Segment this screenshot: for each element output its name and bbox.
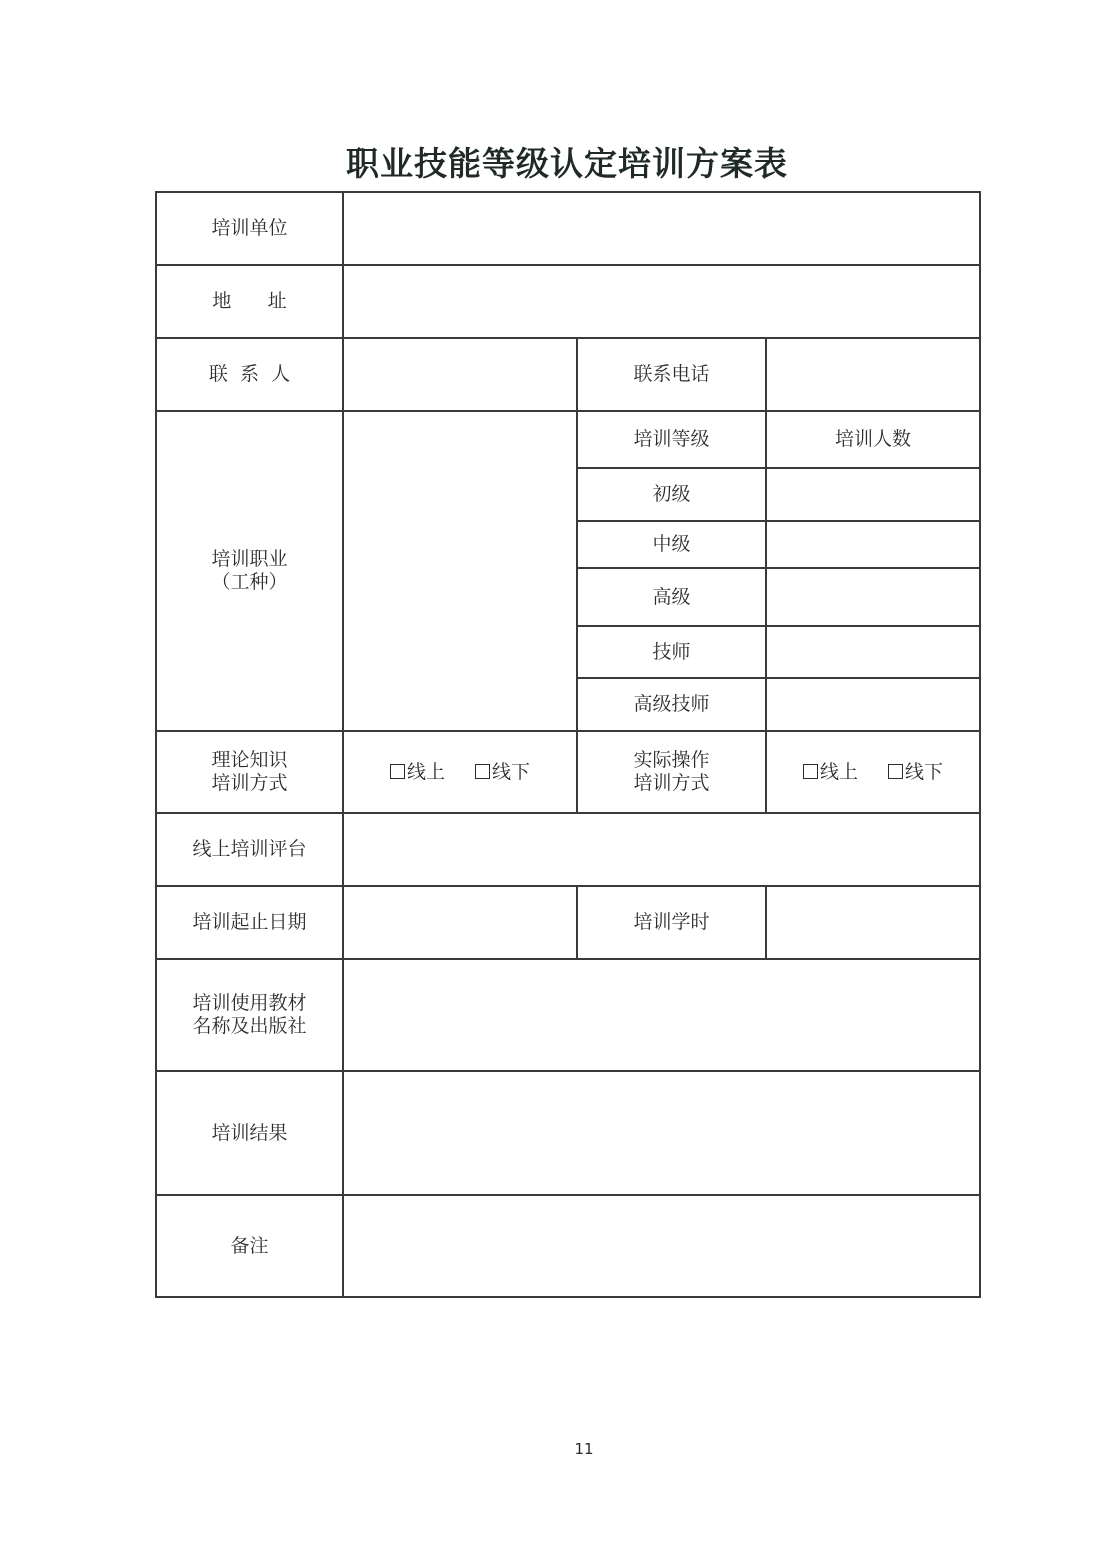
contact-field[interactable] xyxy=(343,338,577,411)
phone-label: 联系电话 xyxy=(577,338,766,411)
result-field[interactable] xyxy=(343,1071,980,1195)
count-field[interactable] xyxy=(766,626,980,678)
checkbox-icon xyxy=(475,764,490,779)
dates-field[interactable] xyxy=(343,886,577,959)
practice-offline-checkbox[interactable]: 线下 xyxy=(888,761,943,784)
occupation-field[interactable] xyxy=(343,411,577,731)
platform-label: 线上培训评台 xyxy=(156,813,343,886)
level-cell: 高级技师 xyxy=(577,678,766,731)
page-number: 11 xyxy=(574,1440,594,1458)
remarks-field[interactable] xyxy=(343,1195,980,1297)
remarks-label: 备注 xyxy=(156,1195,343,1297)
occupation-label-line1: 培训职业 xyxy=(211,548,288,571)
theory-label-line2: 培训方式 xyxy=(211,772,288,794)
occupation-label xyxy=(156,411,343,731)
level-header: 培训等级 xyxy=(577,411,766,468)
textbook-field[interactable] xyxy=(343,959,980,1071)
checkbox-icon xyxy=(390,764,405,779)
phone-field[interactable] xyxy=(766,338,980,411)
level-cell: 初级 xyxy=(577,468,766,521)
level-cell: 高级 xyxy=(577,568,766,626)
contact-label: 联 系 人 xyxy=(156,338,343,411)
count-field[interactable] xyxy=(766,568,980,626)
practice-online-checkbox[interactable]: 线上 xyxy=(803,761,858,784)
textbook-label-line1: 培训使用教材 xyxy=(192,992,307,1015)
practice-label-line2: 培训方式 xyxy=(633,772,710,794)
theory-label-line1: 理论知识 xyxy=(211,749,288,772)
level-cell: 中级 xyxy=(577,521,766,568)
textbook-label xyxy=(156,959,343,1071)
count-header: 培训人数 xyxy=(766,411,980,468)
theory-method-label xyxy=(156,731,343,813)
result-label: 培训结果 xyxy=(156,1071,343,1195)
practice-method-options xyxy=(766,731,980,813)
count-field[interactable] xyxy=(766,468,980,521)
practice-label-line1: 实际操作 xyxy=(633,749,710,772)
address-field[interactable] xyxy=(343,265,980,338)
theory-offline-checkbox[interactable]: 线下 xyxy=(475,761,530,784)
occupation-label-line2: （工种） xyxy=(211,571,288,593)
form-title: 职业技能等级认定培训方案表 xyxy=(346,144,788,183)
unit-label: 培训单位 xyxy=(156,192,343,265)
hours-label: 培训学时 xyxy=(577,886,766,959)
count-field[interactable] xyxy=(766,521,980,568)
unit-field[interactable] xyxy=(343,192,980,265)
level-cell: 技师 xyxy=(577,626,766,678)
address-label: 地 址 xyxy=(156,265,343,338)
checkbox-icon xyxy=(888,764,903,779)
dates-label: 培训起止日期 xyxy=(156,886,343,959)
count-field[interactable] xyxy=(766,678,980,731)
textbook-label-line2: 名称及出版社 xyxy=(192,1015,307,1037)
practice-method-label xyxy=(577,731,766,813)
hours-field[interactable] xyxy=(766,886,980,959)
theory-method-options xyxy=(343,731,577,813)
platform-field[interactable] xyxy=(343,813,980,886)
theory-online-checkbox[interactable]: 线上 xyxy=(390,761,445,784)
training-plan-table xyxy=(155,191,981,1298)
checkbox-icon xyxy=(803,764,818,779)
